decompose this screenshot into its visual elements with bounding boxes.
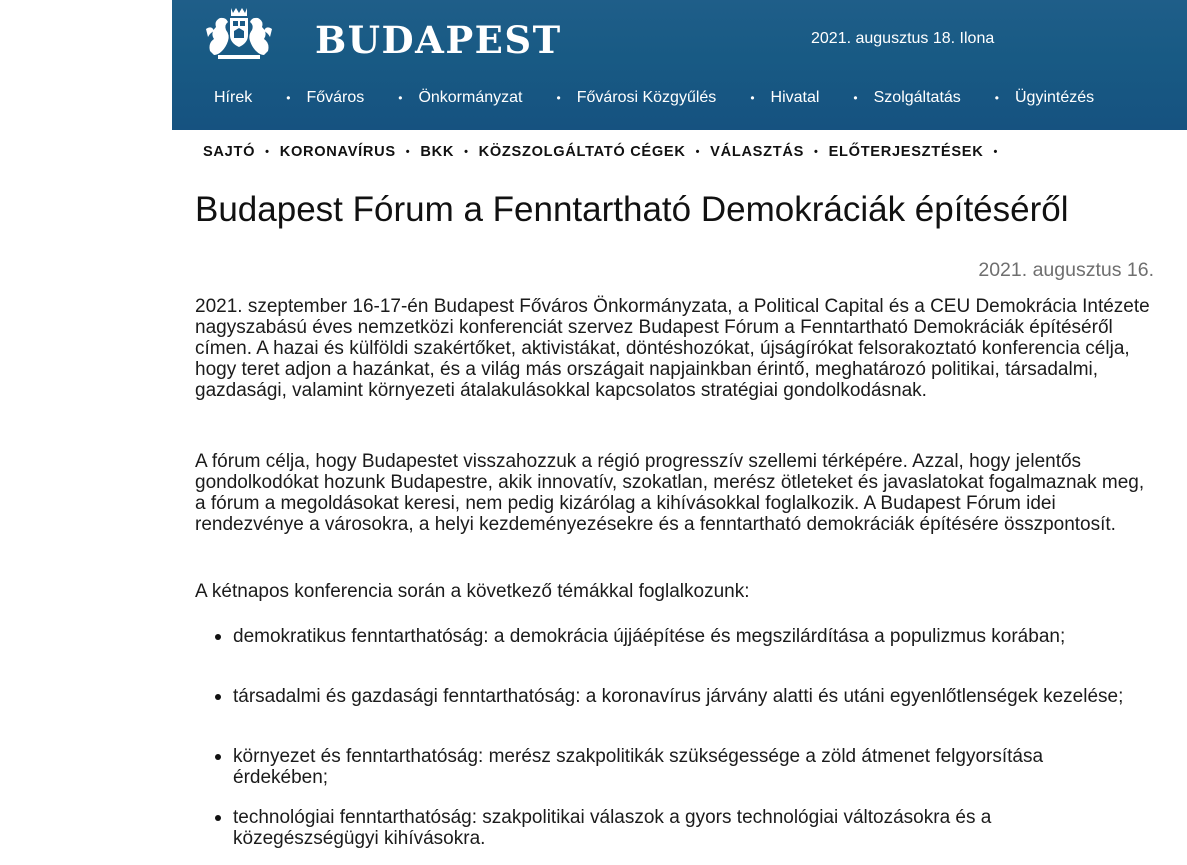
nav-item-szolgaltatas[interactable]	[819, 87, 960, 109]
bullet-separator-icon: •	[265, 146, 270, 158]
list-item: technológiai fenntarthatóság: szakpolitikai válaszok a gyors technológiai változásokra és a közegészségügyi kihívásokra.	[233, 807, 1133, 849]
bullet-separator-icon: •	[750, 91, 755, 105]
budapest-crest-logo[interactable]	[204, 5, 274, 65]
main-navigation	[214, 87, 1094, 109]
subnav-item-sajto[interactable]	[203, 142, 280, 162]
site-header	[172, 0, 1187, 130]
bullet-separator-icon: •	[464, 146, 469, 158]
article-date: 2021. augusztus 16.	[978, 259, 1154, 281]
bullet-separator-icon: •	[398, 91, 403, 105]
subnav-item-valasztas[interactable]	[710, 142, 828, 162]
bullet-separator-icon: •	[994, 91, 999, 105]
subnav-item-bkk[interactable]	[420, 142, 478, 162]
header-date: 2021. augusztus 18. Ilona	[811, 30, 995, 47]
logo-wordmark[interactable]: BUDAPEST	[315, 18, 562, 62]
nav-item-label[interactable]: Ügyintézés	[1015, 89, 1095, 106]
list-item: demokratikus fenntarthatóság: a demokrácia újjáépítése és megszilárdítása a populizmus korában;	[233, 626, 1133, 647]
subnav-item-kozszolgaltato-cegek[interactable]	[479, 142, 711, 162]
nav-item-label[interactable]: Fővárosi Közgyűlés	[576, 89, 717, 106]
list-item: társadalmi és gazdasági fenntarthatóság: a koronavírus járvány alatti és utáni egyenlőtlenségek kezelése;	[233, 686, 1133, 707]
subnav-item-label[interactable]: SAJTÓ	[203, 144, 256, 160]
nav-item-hivatal[interactable]	[716, 87, 819, 109]
bullet-separator-icon: •	[853, 91, 858, 105]
secondary-navigation	[203, 142, 1187, 162]
nav-item-label[interactable]: Főváros	[306, 89, 365, 106]
subnav-item-label[interactable]: BKK	[420, 144, 455, 160]
article-title: Budapest Fórum a Fenntartható Demokráciák építéséről	[195, 190, 1069, 229]
bullet-separator-icon: •	[993, 146, 998, 158]
bullet-separator-icon: •	[814, 146, 819, 158]
nav-item-onkormanyzat[interactable]	[364, 87, 522, 109]
article-paragraph: A kétnapos konferencia során a következő témákkal foglalkozunk:	[195, 581, 750, 602]
subnav-item-eloterjesztesek[interactable]	[829, 142, 1008, 162]
nav-item-label[interactable]: Önkormányzat	[418, 89, 523, 106]
bullet-separator-icon: •	[556, 91, 561, 105]
bullet-separator-icon: •	[286, 91, 291, 105]
nav-item-label[interactable]: Szolgáltatás	[873, 89, 961, 106]
list-item: környezet és fenntarthatóság: merész szakpolitikák szükségessége a zöld átmenet felgyorsítása érdekében;	[233, 746, 1133, 788]
nav-item-label[interactable]: Hivatal	[770, 89, 820, 106]
bullet-separator-icon: •	[405, 146, 411, 158]
nav-item-hirek[interactable]	[214, 87, 252, 109]
subnav-item-label[interactable]: ELŐTERJESZTÉSEK	[828, 144, 984, 160]
subnav-item-label[interactable]: VÁLASZTÁS	[710, 144, 805, 160]
article-paragraph: A fórum célja, hogy Budapestet visszahozzuk a régió progresszív szellemi térképére. Azzal, hogy jelentős gondolkodókat hozunk Budapestre, akik innovatív, szokatlan, merész ötleteket és javaslatokat fogalmaznak meg, a fórum a megoldásokat keresi, nem pedig kizárólag a kihívásokkal foglalkozik. A Budapest Fórum idei rendezvénye a városokra, a helyi kezdeményezésekre és a fenntartható demokráciák építésére összpontosít.	[195, 451, 1145, 535]
subnav-item-label[interactable]: KORONAVÍRUS	[279, 144, 396, 160]
nav-item-fovarosi-kozgyules[interactable]	[522, 87, 716, 109]
nav-item-ugyintezes[interactable]	[961, 87, 1094, 109]
subnav-item-koronavirus[interactable]	[280, 142, 421, 162]
bullet-separator-icon: •	[695, 146, 701, 158]
nav-item-label[interactable]: Hírek	[214, 89, 253, 106]
article-paragraph: 2021. szeptember 16-17-én Budapest Főváros Önkormányzata, a Political Capital és a CEU Demokrácia Intézete nagyszabású éves nemzetközi konferenciát szervez Budapest Fórum a Fenntartható Demokráciák építéséről címen. A hazai és külföldi szakértőket, aktivistákat, döntéshozókat, újságírókat felsorakoztató konferencia célja, hogy teret adjon a hazánkat, és a világ más országait napjainkban érintő, meghatározó politikai, társadalmi, gazdasági, valamint környezeti átalakulásokkal kapcsolatos stratégiai gondolkodásnak.	[195, 296, 1150, 401]
nav-item-fovaros[interactable]	[252, 87, 364, 109]
subnav-item-label[interactable]: KÖZSZOLGÁLTATÓ CÉGEK	[478, 144, 686, 160]
